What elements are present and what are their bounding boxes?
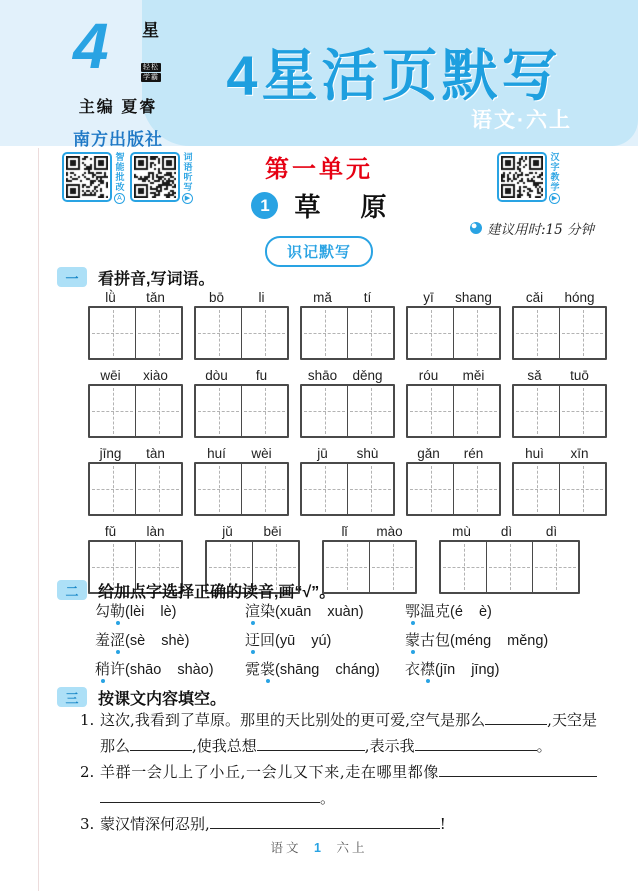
pinyin-syllable: lǜ — [105, 290, 116, 305]
dotted-character: 勒 — [110, 602, 126, 620]
phonetic-options: (sè shè) — [125, 633, 190, 649]
logo-badge-top: 轻松 — [143, 64, 159, 71]
writing-cell — [559, 464, 605, 514]
writing-cell — [241, 308, 287, 358]
writing-cell — [90, 386, 135, 436]
phonetic-word — [245, 602, 275, 620]
pinyin-syllable: wēi — [100, 368, 121, 383]
writing-cell — [90, 464, 135, 514]
writing-cell — [486, 542, 532, 592]
pinyin-syllable: huí — [207, 446, 226, 461]
character: 古 — [420, 631, 436, 649]
answer-blank — [100, 789, 320, 803]
answer-blank — [257, 737, 365, 751]
writing-grid — [406, 306, 501, 360]
pinyin-word-group — [88, 290, 183, 363]
phonetic-item — [245, 600, 405, 622]
dotted-character: 襟 — [420, 660, 436, 678]
phonetic-word — [95, 631, 125, 649]
qr-corner-tag: A — [114, 193, 125, 204]
pinyin-syllable: jū — [317, 446, 328, 461]
writing-cell — [453, 464, 499, 514]
phonetic-word — [95, 660, 125, 678]
pinyin-word-group — [512, 446, 607, 519]
writing-cell — [241, 386, 287, 436]
character: 克 — [435, 602, 451, 620]
writing-grid — [512, 462, 607, 516]
pinyin-syllable: huì — [525, 446, 544, 461]
writing-cell — [347, 464, 393, 514]
writing-cell — [514, 386, 559, 436]
phonetic-options: (shāo shào) — [125, 662, 214, 678]
writing-cell — [196, 308, 241, 358]
pinyin-syllable: fu — [255, 368, 268, 383]
writing-grid — [194, 462, 289, 516]
pinyin-syllable: tuō — [570, 368, 589, 383]
writing-grid — [88, 462, 183, 516]
writing-grid — [194, 306, 289, 360]
character: 许 — [110, 660, 126, 678]
character: 勾 — [95, 602, 111, 620]
pinyin-syllable: róu — [418, 368, 439, 383]
writing-grid — [406, 462, 501, 516]
lesson-header-zone — [0, 146, 638, 264]
logo-number: 4 — [73, 10, 109, 82]
pinyin-syllable: li — [258, 290, 265, 305]
pinyin-syllables — [512, 446, 607, 462]
fill-item-number: 2. — [80, 763, 95, 781]
pinyin-syllable: jīng — [99, 446, 122, 461]
pinyin-syllables — [512, 368, 607, 384]
writing-cell — [532, 542, 578, 592]
character: 包 — [435, 631, 451, 649]
writing-grid — [300, 306, 395, 360]
dictation-mode-badge: 识记默写 — [265, 236, 373, 267]
suggested-time-text: 建议用时:15 分钟 — [486, 222, 594, 238]
writing-grid — [512, 306, 607, 360]
section-2-heading — [57, 579, 335, 601]
pinyin-syllable: shang — [455, 290, 492, 305]
pinyin-syllable: lǐ — [341, 524, 348, 539]
book-title: 4星活页默写 — [226, 44, 562, 107]
pinyin-row — [88, 368, 607, 441]
qr-label-text: 词语听写 — [182, 152, 193, 192]
pinyin-syllables — [194, 290, 289, 306]
pinyin-word-group — [88, 446, 183, 519]
phonetic-word — [245, 660, 275, 678]
phonetic-options: (shāng cháng) — [275, 662, 380, 678]
pinyin-syllable: cǎi — [525, 290, 544, 305]
answer-blank — [415, 737, 537, 751]
phonetic-options: (lèi lè) — [125, 604, 177, 620]
phonetic-options: (méng měng) — [450, 633, 549, 649]
writing-cell — [408, 386, 453, 436]
pinyin-word-group — [406, 446, 501, 519]
writing-grid — [300, 462, 395, 516]
section-1-marker: 一 — [57, 267, 87, 287]
character: 温 — [420, 602, 436, 620]
answer-blank — [439, 763, 597, 777]
pinyin-syllable: dì — [500, 524, 513, 539]
pinyin-word-group — [194, 368, 289, 441]
section-2-title: 给加点字选择正确的读音,画“√”。 — [98, 583, 336, 601]
pinyin-syllable: měi — [462, 368, 485, 383]
pinyin-syllables — [300, 368, 395, 384]
character: 染 — [260, 602, 276, 620]
pinyin-word-group — [194, 290, 289, 363]
section-3-title: 按课文内容填空。 — [98, 690, 227, 708]
pinyin-syllables — [406, 368, 501, 384]
pinyin-syllable: mǎ — [313, 290, 332, 305]
character: 霓 — [245, 660, 261, 678]
phonetic-item — [245, 629, 405, 651]
writing-cell — [408, 464, 453, 514]
writing-cell — [135, 386, 181, 436]
dotted-character: 鄂 — [405, 602, 421, 620]
dotted-character: 渲 — [245, 602, 261, 620]
timer-icon — [470, 222, 482, 234]
writing-cell — [453, 308, 499, 358]
pinyin-syllable: jǔ — [222, 524, 233, 539]
pinyin-row — [88, 446, 607, 519]
unit-title: 第一单元 — [265, 156, 373, 183]
pinyin-syllable: tí — [363, 290, 372, 305]
section-1-title: 看拼音,写词语。 — [98, 270, 215, 288]
answer-blank — [210, 815, 440, 829]
character: 羞 — [95, 631, 111, 649]
writing-cell — [196, 386, 241, 436]
pinyin-syllables — [88, 446, 183, 462]
section-3-marker: 三 — [57, 687, 87, 707]
phonetic-item — [405, 600, 548, 622]
subject-edition: 语文·六上 — [471, 109, 572, 132]
writing-cell — [559, 308, 605, 358]
logo-badge-bottom: 学霸 — [143, 74, 159, 81]
pinyin-word-group — [322, 524, 417, 597]
writing-cell — [347, 308, 393, 358]
phonetic-item — [405, 658, 548, 680]
pinyin-syllable: xiào — [143, 368, 168, 383]
pinyin-syllables — [322, 524, 417, 540]
dotted-character: 涩 — [110, 631, 126, 649]
pinyin-syllable: mào — [376, 524, 403, 539]
pinyin-word-group — [300, 290, 395, 363]
pinyin-syllable: làn — [146, 524, 165, 539]
suggested-time-note — [470, 218, 594, 238]
footer-page-number: 1 — [314, 841, 324, 855]
pinyin-syllable: wèi — [251, 446, 272, 461]
phonetic-item — [405, 629, 548, 651]
lesson-title-char: 草 — [294, 192, 321, 222]
pinyin-syllable: mù — [452, 524, 471, 539]
pinyin-syllables — [194, 368, 289, 384]
pronunciation-choice-list — [95, 600, 548, 680]
phonetic-options: (jīn jīng) — [435, 662, 500, 678]
writing-cell — [135, 464, 181, 514]
writing-grid — [300, 384, 395, 438]
qr-corner-tag: ▶ — [182, 193, 193, 204]
writing-grid — [88, 306, 183, 360]
writing-cell — [369, 542, 415, 592]
dotted-character: 迂 — [245, 631, 261, 649]
pinyin-syllable: tàn — [146, 446, 165, 461]
pinyin-syllable: xīn — [570, 446, 589, 461]
pinyin-word-group — [300, 446, 395, 519]
pinyin-syllables — [88, 368, 183, 384]
pinyin-row — [88, 290, 607, 363]
writing-cell — [514, 464, 559, 514]
dotted-character: 蒙 — [405, 631, 421, 649]
pinyin-syllables — [406, 446, 501, 462]
writing-grid — [406, 384, 501, 438]
dotted-character: 稍 — [95, 660, 111, 678]
pinyin-syllable: fǔ — [104, 524, 117, 539]
pinyin-word-group — [406, 290, 501, 363]
pinyin-word-group — [300, 368, 395, 441]
writing-cell — [441, 542, 486, 592]
writing-grid — [439, 540, 580, 594]
pinyin-writing-grids — [88, 290, 607, 602]
pinyin-syllable: bō — [208, 290, 225, 305]
pinyin-syllable: bēi — [263, 524, 282, 539]
pinyin-syllables — [88, 524, 183, 540]
pinyin-syllable: sǎ — [527, 368, 542, 383]
writing-cell — [559, 386, 605, 436]
writing-grid — [88, 384, 183, 438]
lesson-number-badge: 1 — [251, 192, 278, 219]
dotted-character: 裳 — [260, 660, 276, 678]
writing-cell — [90, 308, 135, 358]
writing-cell — [347, 386, 393, 436]
pinyin-word-group — [406, 368, 501, 441]
footer-volume: 六上 — [336, 841, 368, 855]
writing-grid — [194, 384, 289, 438]
footer-subject: 语文 — [270, 841, 302, 855]
phonetic-word — [95, 602, 125, 620]
fill-item-number: 1. — [80, 711, 95, 729]
qr-label-text: 汉字教学 — [549, 152, 560, 192]
phonetic-item — [95, 658, 245, 680]
phonetic-word — [405, 631, 450, 649]
fill-item: 3. 蒙汉情深何忍别, ! — [80, 811, 597, 837]
section-1-heading — [57, 266, 214, 288]
lesson-title-char: 原 — [360, 192, 387, 222]
publisher-name: 南方出版社 — [73, 130, 163, 149]
pinyin-syllable: gǎn — [417, 446, 440, 461]
pinyin-syllable: hóng — [564, 290, 595, 305]
writing-cell — [302, 386, 347, 436]
writing-cell — [514, 308, 559, 358]
qr-corner-tag: ▶ — [549, 193, 560, 204]
writing-grid — [512, 384, 607, 438]
pinyin-syllables — [439, 524, 580, 540]
writing-cell — [408, 308, 453, 358]
pinyin-word-group — [88, 368, 183, 441]
phonetic-word — [405, 660, 435, 678]
section-3-heading — [57, 686, 226, 708]
page-footer — [0, 838, 638, 856]
pinyin-syllable: tǎn — [146, 290, 165, 305]
writing-cell — [241, 464, 287, 514]
pinyin-syllable: yī — [423, 290, 434, 305]
pinyin-syllable: dì — [545, 524, 558, 539]
section-2-marker: 二 — [57, 580, 87, 600]
fill-item-number: 3. — [80, 815, 95, 833]
phonetic-item — [95, 629, 245, 651]
writing-cell — [302, 464, 347, 514]
pinyin-syllable: shù — [356, 446, 379, 461]
character: 回 — [260, 631, 276, 649]
answer-blank — [130, 737, 192, 751]
pinyin-syllables — [194, 446, 289, 462]
pinyin-syllable: děng — [352, 368, 383, 383]
phonetic-options: (yū yú) — [275, 633, 332, 649]
phonetic-word — [405, 602, 450, 620]
pinyin-word-group — [194, 446, 289, 519]
pinyin-syllables — [512, 290, 607, 306]
page-header — [0, 0, 638, 149]
lesson-title — [294, 187, 386, 224]
phonetic-options: (xuān xuàn) — [275, 604, 364, 620]
fill-item: 1. 这次,我看到了草原。那里的天比别处的更可爱,空气是那么 ,天空是那么 ,使我总想 ,表示我 。 — [80, 707, 597, 759]
fill-in-blanks-list — [80, 707, 597, 837]
pinyin-word-group — [512, 368, 607, 441]
pinyin-word-group — [512, 290, 607, 363]
writing-cell — [453, 386, 499, 436]
writing-cell — [196, 464, 241, 514]
pinyin-syllable: rén — [463, 446, 484, 461]
character: 衣 — [405, 660, 421, 678]
pinyin-syllables — [205, 524, 300, 540]
pinyin-syllable: dòu — [205, 368, 228, 383]
phonetic-item — [245, 658, 405, 680]
fill-item: 2. 羊群一会儿上了小丘,一会儿又下来,走在哪里都像。 — [80, 759, 597, 811]
qr-label-text: 智能批改 — [114, 152, 125, 192]
writing-grid — [322, 540, 417, 594]
writing-cell — [302, 308, 347, 358]
phonetic-options: (é è) — [450, 604, 492, 620]
pinyin-syllables — [406, 290, 501, 306]
pinyin-syllables — [88, 290, 183, 306]
pinyin-syllable: shāo — [307, 368, 338, 383]
answer-blank — [485, 711, 547, 725]
pinyin-word-group — [439, 524, 580, 597]
phonetic-word — [245, 631, 275, 649]
phonetic-item — [95, 600, 245, 622]
writing-cell — [135, 308, 181, 358]
pinyin-syllables — [300, 446, 395, 462]
editor-line: 主编 夏睿 — [78, 99, 158, 116]
logo-star-char: 星 — [142, 21, 159, 40]
pinyin-syllables — [300, 290, 395, 306]
